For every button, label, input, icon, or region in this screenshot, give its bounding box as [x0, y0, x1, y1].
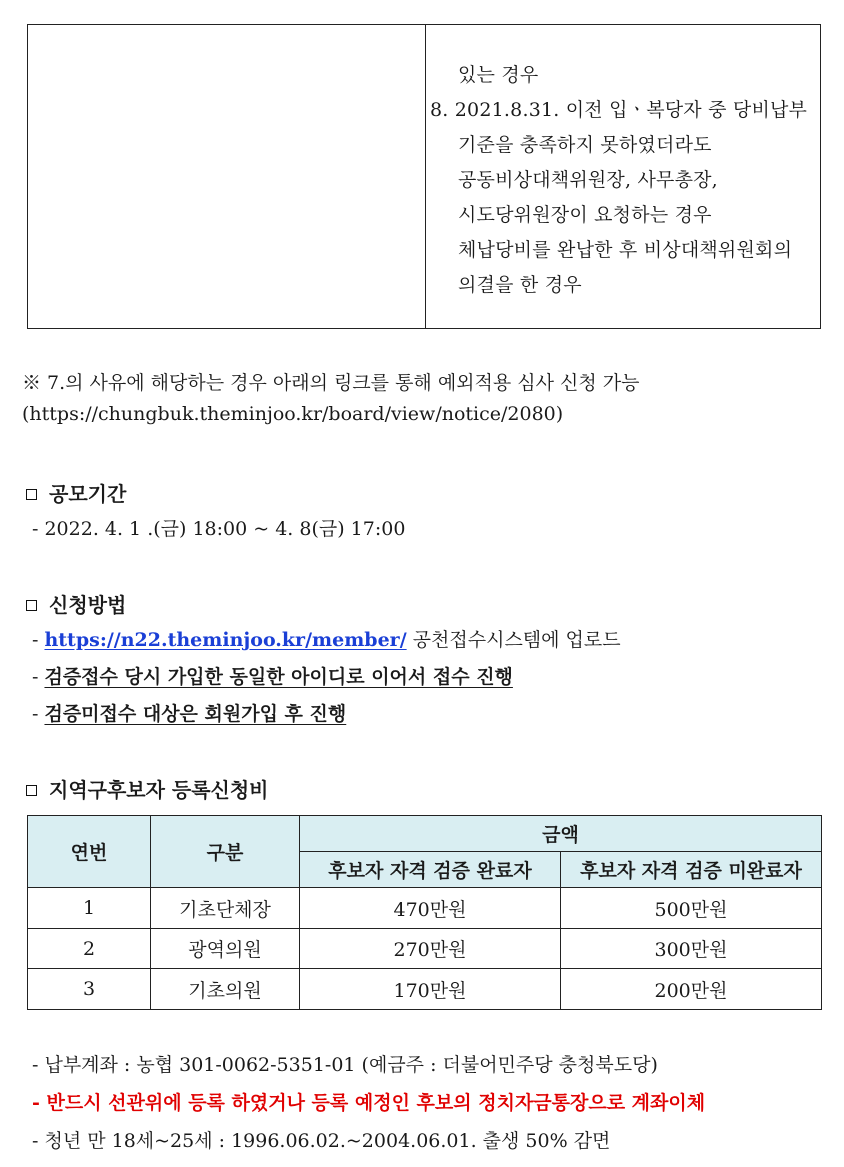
section-heading-period: 공모기간 — [26, 478, 126, 507]
header-verified: 후보자 자격 검증 완료자 — [300, 852, 561, 888]
criteria-line: 의결을 한 경우 — [458, 274, 582, 296]
table-row — [28, 929, 822, 969]
cell-no: 1 — [28, 888, 151, 929]
method-item-verified: - 검증접수 당시 가입한 동일한 아이디로 이어서 접수 진행 — [32, 666, 513, 688]
table-column-divider — [425, 25, 426, 328]
cell-verified: 270만원 — [300, 929, 561, 969]
exception-note: ※ 7.의 사유에 해당하는 경우 아래의 링크를 통해 예외적용 심사 신청 가능 — [22, 372, 640, 394]
section-heading-fee: 지역구후보자 등록신청비 — [26, 774, 268, 803]
header-category: 구분 — [151, 816, 300, 888]
criteria-line: 공동비상대책위원장, 사무총장, — [458, 169, 718, 191]
criteria-table-continued — [27, 24, 821, 329]
cell-verified: 470만원 — [300, 888, 561, 929]
method-item-link: - https://n22.theminjoo.kr/member/ 공천접수시스템에 업로드 — [32, 629, 621, 651]
period-item: - 2022. 4. 1 .(금) 18:00 ~ 4. 8(금) 17:00 — [32, 518, 406, 540]
cell-no: 2 — [28, 929, 151, 969]
fee-table — [27, 815, 822, 1010]
criteria-line: 있는 경우 — [458, 64, 539, 86]
cell-verified: 170만원 — [300, 969, 561, 1010]
cell-unverified: 300만원 — [561, 929, 822, 969]
header-unverified: 후보자 자격 검증 미완료자 — [561, 852, 822, 888]
criteria-line: 기준을 충족하지 못하였더라도 — [458, 134, 712, 156]
cell-category: 기초의원 — [151, 969, 300, 1010]
cell-category: 광역의원 — [151, 929, 300, 969]
transfer-warning: - 반드시 선관위에 등록 하였거나 등록 예정인 후보의 정치자금통장으로 계좌이체 — [32, 1092, 706, 1114]
registration-link[interactable]: https://n22.theminjoo.kr/member/ — [44, 629, 407, 651]
section-heading-method: 신청방법 — [26, 589, 126, 618]
exception-note-link[interactable]: (https://chungbuk.theminjoo.kr/board/view/notice/2080) — [22, 403, 564, 425]
checkbox-square-icon — [26, 785, 37, 796]
checkbox-square-icon — [26, 600, 37, 611]
method-item-unverified: - 검증미접수 대상은 회원가입 후 진행 — [32, 703, 347, 725]
cell-unverified: 500만원 — [561, 888, 822, 929]
table-row — [28, 888, 822, 929]
payment-account: - 납부계좌 : 농협 301-0062-5351-01 (예금주 : 더불어민주당 충청북도당) — [32, 1054, 658, 1076]
criteria-line: 체납당비를 완납한 후 비상대책위원회의 — [458, 239, 793, 261]
cell-no: 3 — [28, 969, 151, 1010]
cell-unverified: 200만원 — [561, 969, 822, 1010]
checkbox-square-icon — [26, 489, 37, 500]
criteria-item-8: 8. 2021.8.31. 이전 입ㆍ복당자 중 당비납부 — [430, 99, 808, 121]
cell-category: 기초단체장 — [151, 888, 300, 929]
header-amount: 금액 — [300, 816, 822, 852]
criteria-line: 시도당위원장이 요청하는 경우 — [458, 204, 712, 226]
youth-discount: - 청년 만 18세~25세 : 1996.06.02.~2004.06.01. 출생 50% 감면 — [32, 1130, 611, 1152]
table-row — [28, 969, 822, 1010]
header-no: 연번 — [28, 816, 151, 888]
